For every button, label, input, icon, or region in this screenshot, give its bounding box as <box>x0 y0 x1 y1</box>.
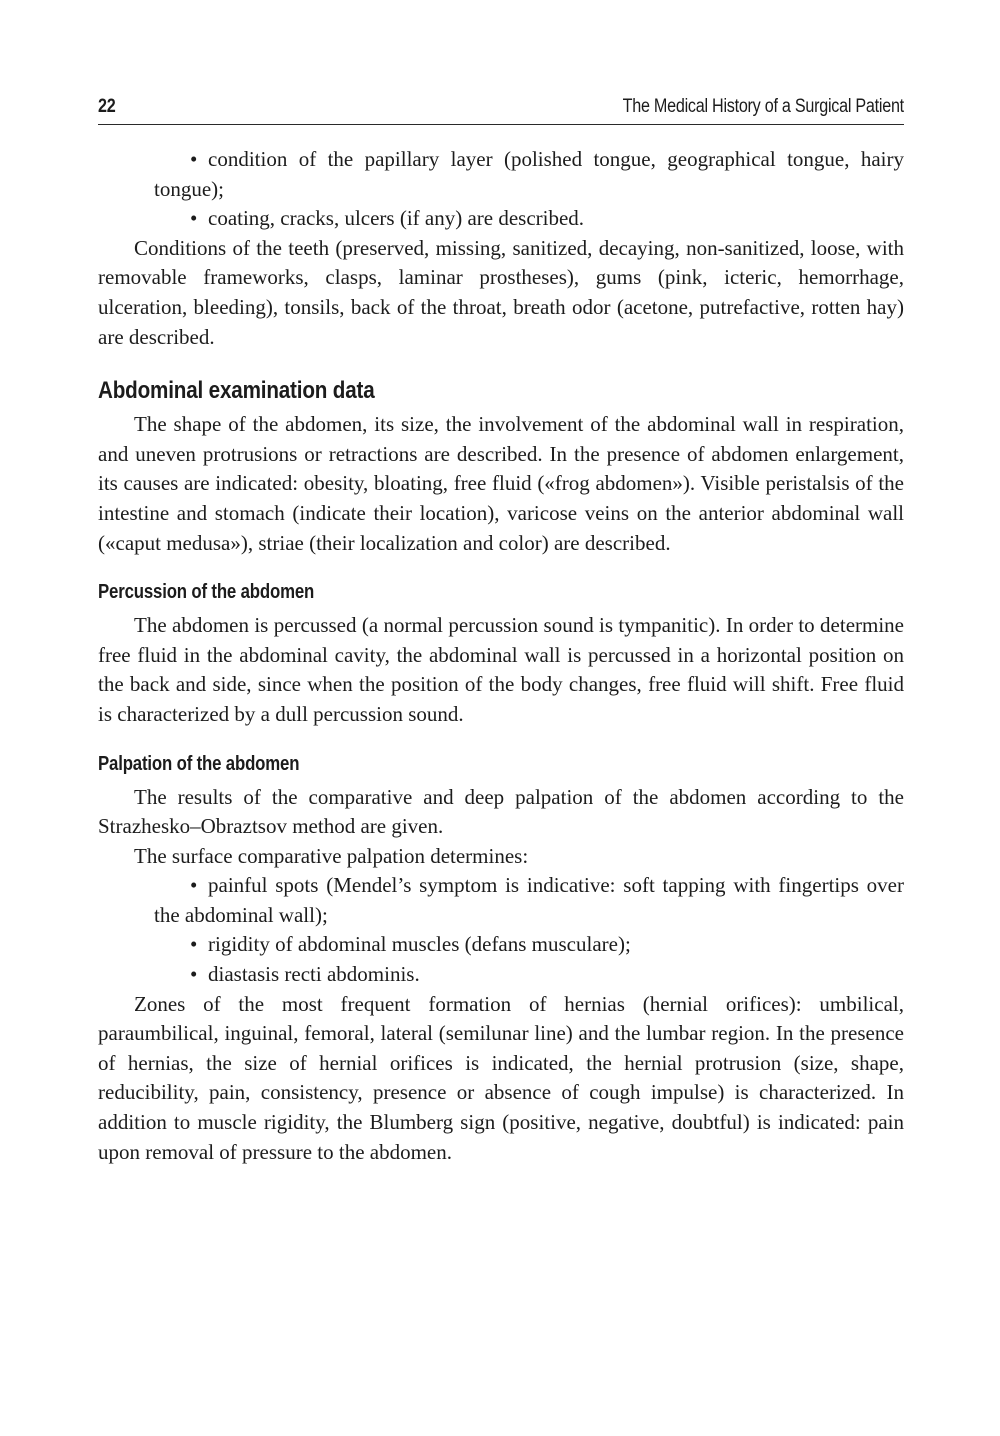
running-header <box>98 96 904 125</box>
paragraph: The surface comparative palpation determines: <box>134 843 529 868</box>
page-number: 22 <box>98 96 116 117</box>
bullet-icon: • <box>190 873 198 898</box>
bullet-icon: • <box>190 962 198 987</box>
list-item: • coating, cracks, ulcers (if any) are described. <box>98 204 904 234</box>
paragraph: Conditions of the teeth (preserved, missing, sanitized, decaying, non-sanitized, loose, with removable frameworks, clasps, laminar prostheses), gums (pink, icteric, hemorrhage, ulceration, bleeding), tonsils, back of the throat, breath odor (acetone, putrefactive, rotten hay) are described. <box>98 235 904 349</box>
book-page <box>98 96 904 1167</box>
bullet-icon: • <box>190 932 198 957</box>
list-item: • diastasis recti abdominis. <box>98 960 904 990</box>
list-item: • condition of the papillary layer (polished tongue, geographical tongue, hairy tongue); <box>154 147 904 201</box>
bullet-icon: • <box>190 147 198 171</box>
list-item: • rigidity of abdominal muscles (defans musculare); <box>98 930 904 960</box>
subsection-heading: Percussion of the abdomen <box>98 581 315 604</box>
subsection-heading: Palpation of the abdomen <box>98 752 300 775</box>
bullet-icon: • <box>190 206 198 231</box>
paragraph: The abdomen is percussed (a normal percussion sound is tympanitic). In order to determine free fluid in the abdominal cavity, the abdominal wall is percussed in a horizontal position on the back and side, since when the position of the body changes, free fluid will shift. Free fluid is characterized by a dull percussion sound. <box>98 613 904 726</box>
page-content <box>98 125 904 1167</box>
paragraph: Zones of the most frequent formation of hernias (hernial orifices): umbilical, paraumbilical, inguinal, femoral, lateral (semilunar line) and the lumbar region. In the presence of hernias, the size of hernial orifices is indicated, the hernial protrusion (size, shape, reducibility, pain, consistency, presence or absence of cough impulse) is characterized. In addition to muscle rigidity, the Blumberg sign (positive, negative, doubtful) is indicated: pain upon removal of pressure to the abdomen. <box>98 991 904 1164</box>
section-heading: Abdominal examination data <box>98 377 375 405</box>
paragraph: The results of the comparative and deep palpation of the abdomen according to the Strazhesko–Obraztsov method are given. <box>98 784 904 839</box>
running-title: The Medical History of a Surgical Patient <box>622 96 904 117</box>
paragraph: The shape of the abdomen, its size, the involvement of the abdominal wall in respiration, and uneven protrusions or retractions are described. In the presence of abdomen enlargement, its causes are indicated: obesity, bloating, free fluid («frog abdomen»). Visible peristalsis of the intestine and stomach (indicate their location), varicose veins on the anterior abdominal wall («caput medusa»), striae (their localization and color) are described. <box>98 412 904 555</box>
list-item: • painful spots (Mendel’s symptom is indicative: soft tapping with fingertips over the abdominal wall); <box>154 873 904 927</box>
